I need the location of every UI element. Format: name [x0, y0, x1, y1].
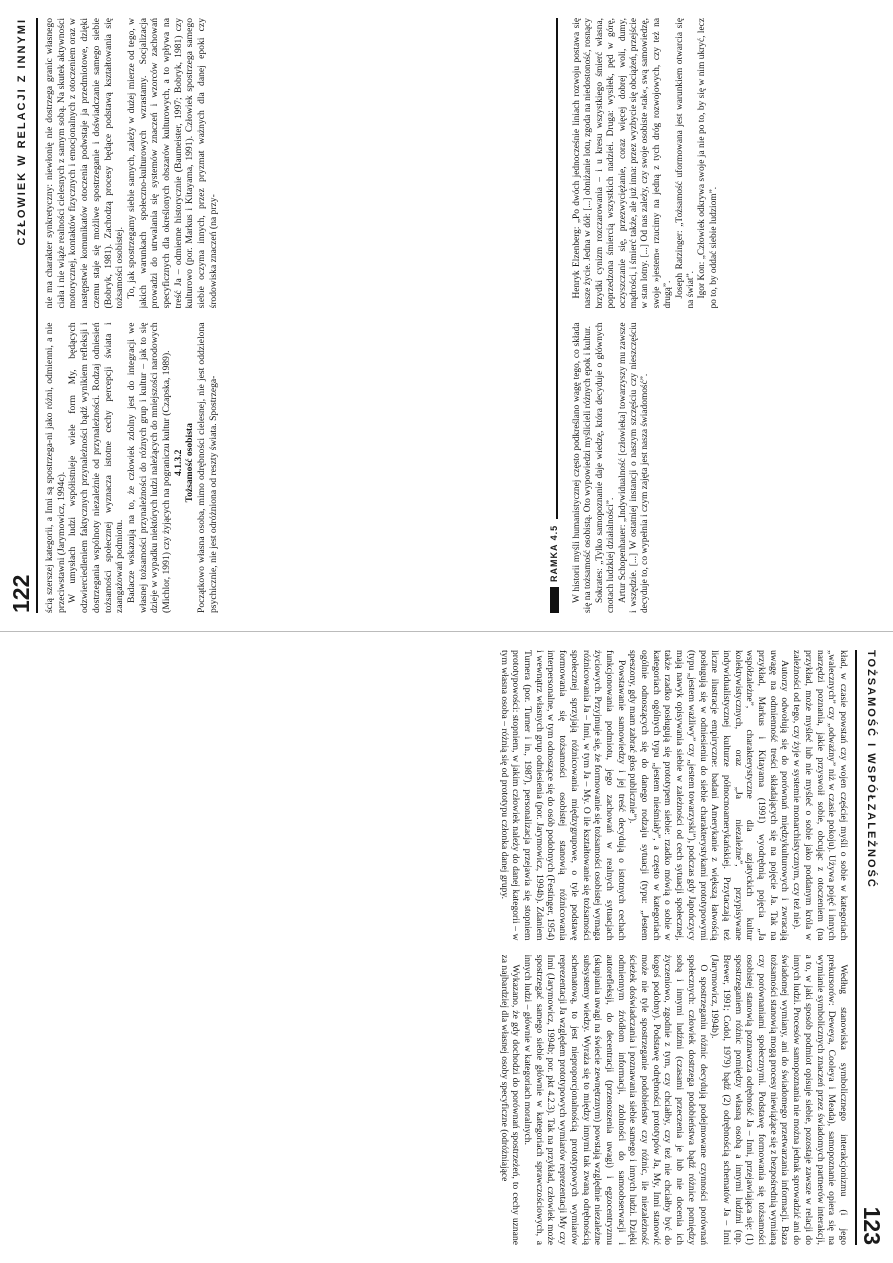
text-columns — [44, 18, 544, 613]
box-paragraph: W historii myśli humanistycznej często podkreślano wagę tego, co składa się na tożsamość osobistą. Oto wypowiedzi myślicieli różnych epok i kultur. — [572, 322, 594, 613]
box-quote: Artur Schopenhauer: „Indywidualność [człowieka] towarzyszy mu zawsze i wszędzie. [...] W ostatniej instancji o naszym szczęściu czy nieszczęściu decyduje to, co wypełnia i czym zajęta jest nasza świadomość”. — [617, 322, 651, 613]
paragraph: Według stanowiska symbolicznego interakcjonizmu (i jego prekursorów: Deweya, Cooleya i Meada), samopoznanie opiera się na wymianie symbolicznych znaczeń przez świadomych partnerów interakcji, a to, w jaki sposób podmiot opisuje siebie, pozostaje zawsze w relacji do innych ludzi. Procesów samopoznania nie można jednak sprowadzić ani do świadomej wymiany, ani do świadomego przetwarzania informacji. Baza tożsamości stanowią mogą procesy niewiążące się z bezpośrednią wymianą czy porównaniami społecznymi. Podstawę formowania się tożsamości osobistej stanowią poznawcza odrębność Ja – Inni, przejawiająca się: (1) spostrzeganiem różnic pomiędzy własną osobą a innymi ludźmi (np. Brewer, 1991; Codol, 1979) bądź (2) odrębnością schematów Ja – Inni (Jarymowicz, 1994b). — [709, 954, 849, 1245]
text-column-right — [9, 955, 849, 1246]
paragraph: Badacze wskazują na to, że człowiek zdolny jest do integracji we własnej tożsamości przynależności do różnych grup i kultur – jak to się dzieje w wypadku niektórych ludzi należących do mniejszości narodowych (Michlor, 1991) czy żyjących na pograniczu kultur (Czapska, 1989). — [125, 322, 173, 613]
paragraph: Początkowo własna osoba, mimo odrębności cielesnej, nie jest oddzielona psychicznie, nie jest odróżniona od reszty świata. Spostrzega- — [196, 322, 219, 613]
page-122 — [0, 0, 893, 631]
box-label-text: RAMKA 4.5 — [549, 524, 559, 582]
paragraph: Powstawanie samowiedzy i jej treść decydują o istotnych cechach funkcjonowania podmiotu, jego zachowań w realnych sytuacjach życiowych. Przyjmuje się, że formowanie się tożsamości osobistej wymaga różnicowania Ja – Inni, w tym Ja – My. O ile kształtowanie się tożsamości społecznej sprzyjają różnicowania międzygrupowe, o tyle podstawę formowania się tożsamości osobistej stanowią różnicowania interpersonalne, w tym odnoszące się do osób podobnych (Festinger, 1954) i wewnątrz własnych grup odniesienia (por. Jarymowicz, 1994b). Zdaniem Turnera (por. Turner i in., 1987), personalizacja przejawia się stopniem prototypowości: stopniem, w jakim człowiek należy do danej kategorii – w tym własna osoba – różnią się od prototypu członka danej grupy. — [498, 650, 627, 941]
text-column-left — [44, 323, 544, 614]
box-quote: Igor Kon: „Człowiek odkrywa swoje ja nie po to, by się w nim ukryć, lecz po to, by oddać siebie ludziom”. — [697, 18, 719, 309]
page-123 — [0, 632, 893, 1263]
section-title: Tożsamość osobista — [184, 423, 196, 503]
box-quote: Sokrates: „Tylko samopoznanie daje wiedzę, która decyduje o głównych cnotach ludzkiej działalności”. — [594, 322, 617, 613]
paragraph: To, jak spostrzegamy siebie samych, zależy w dużej mierze od tego, w jakich warunkach społeczno-kulturowych wzrastamy. Socjalizacja prowadzi do utrwalania się systemów znaczeń i wzorców zachowań specyficznych dla określonych obszarów kulturowych, a to wpływa na treść Ja – odmienne historycznie (Baumeister, 1997; Bobryk, 1981) czy kulturowo (por. Markus i Kitayama, 1991). Człowiek spostrzega samego siebie oczyma innych, przez pryzmat ważnych dla danej epoki czy środowiska znaczeń (na przy- — [125, 18, 219, 309]
text-column-left — [9, 650, 849, 941]
paragraph: W umysłach ludzi współistnieje wiele form My, będących odzwierciedleniem faktycznych przynależności bądź wynikiem refleksji i dostrzegania wspólnoty niezależnie od przynależności. Rodzaj odniesień tożsamości społecznej wyznacza istotne cechy percepcji świata i zaangażowań podmiotu. — [67, 322, 126, 613]
box-columns — [572, 18, 878, 613]
text-columns — [9, 650, 849, 1245]
paragraph: ścią szerszej kategorii, a Inni są spostrzega-ni jako różni, odmienni, a nie przeciwstawni (Jarymowicz, 1994c). — [44, 322, 67, 613]
running-header — [10, 18, 38, 613]
box-quote: Joseph Ratzinger: „Tożsamość uformowana jest warunkiem otwarcia się na świat”. — [674, 18, 697, 309]
box-quote: Henryk Elzenberg: „Po dwóch jednocześnie liniach rozwoju postawa się nasze życie. Jedna w dół: [...] obniżanie lotu, zgoda na niedostoność, rosnący brzydki cynizm rozczarowania – i u kresu wszystkiego śmierć własna, poprzedzona śmiercią wszystkich nadziei. Druga: wysiłek, pęd w górę, oczyszczanie się, przezwyciężanie, coraz więcej dobrej woli, dumy, mądrości, i śmierć także, ale już inna: przez wyzbycie się obciążeń, przejście w stan lotny. [...] Od nas zależy, czy swoje osobiste »tak«, swą samowiedzę, swoje »jestem« rzucimy na jedną z tych dróg rozwojowych, czy też na drugą”. — [572, 18, 674, 309]
box-column-right — [572, 18, 878, 309]
running-title: TOŻSAMOŚĆ I WSPÓŁZALEŻNOŚĆ — [865, 650, 877, 889]
sidebar-box-ramka — [549, 18, 878, 613]
box-column-left — [572, 323, 878, 614]
page-number: 123 — [859, 1206, 885, 1245]
running-title: CZŁOWIEK W RELACJI Z INNYMI — [16, 18, 28, 246]
box-label — [549, 519, 559, 613]
label-bar-icon — [550, 587, 559, 613]
page-number: 122 — [8, 574, 34, 613]
paragraph: O spostrzeganiu różnic decydują podejmowane czynności porównań społecznych: człowiek dostrzega podobieństwa bądź różnice pomiędzy sobą i innymi ludźmi (czasami przeczenia je lub nie docenia ich życzeniowo, zgodnie z tym, czy chciałby, czy też nie chciałby być do kogoś podobny). Podstawę odrębności prototypów Ja, My, Inni stanowić może nie tyle spostrzeganie podobieństw czy różnic, ile niezależność ścieżek doświadczania i poznawania siebie samego i innych ludzi. Dzięki odmiennym źródłom informacji, zdolności do samoobserwacji i autorefleksji, do decentracji (przenoszenia uwagi) i egzocentryzmu (skupiania uwagi na świecie zewnętrznym) powstają względnie niezależne subsystemy wiedzy. Wyraża się to między innymi tak zwaną odrębnością schematową, to jest nieproporcjonalnością prototypowych wymiarów reprezentacji Ja względem prototypowych wymiarów reprezentacji My czy Inni (Jarymowicz, 1994b; por. pkt 4.2.3). Tak na przykład, człowiek może spostrzegać samego siebie głównie w kategoriach sprawczościowych, a innych ludzi – głównie w kategoriach moralnych. — [522, 954, 709, 1245]
paragraph: nie ma charakter synkretyczny: niewłonię nie dostrzega granic własnego ciała i nie wiąże realności cielesnych z samym sobą. Na skutek aktywności motorycznej, kontaktów fizycznych i emocjonalnych z otoczeniem oraz w następstwie komunikatów otoczenia podwstaje ja przedmiotowe, dzięki czemu staje się możliwe spostrzeganie i doświadczanie samego siebie (Bobryk, 1981). Zachodzą procesy będące podstawą kształtowania się tożsamości osobistej. — [44, 18, 126, 309]
paragraph: kład, w czasie powstań czy wojen częściej myśli o sobie w kategoriach „walecznych” czy „odważny” niż w czasie pokoju). Używa pojęć i innych narzędzi poznania, jakie przyswoił sobie, obcując z otoczeniem (na przykład, może myśleć lub nie myśleć o sobie jako poddanym króla w zależności od tego, czy żyje w systemie monarchistycznym, czy też nie). — [791, 650, 849, 941]
section-number: 4.1.3.2 — [172, 449, 184, 476]
text-column-right — [44, 18, 544, 309]
running-header — [855, 650, 883, 1245]
paragraph: Wykazano, że gdy dochodzi do porównań spostrzeżeń, to cechy uznane za najbardziej dla własnej osoby specyficzne (odróżniające — [498, 954, 522, 1245]
paragraph: Autorzy odwołują się do porównań międzykulturowych i zwracają uwagę na odmienność treści składających się na pojęcie Ja. Tak na przykład, Markus i Kitayama (1991) wyodrębnią pojęcia „Ja współzależne”, charakterystyczne dla azjatyckich kultur kolektywistycznych, oraz „Ja niezależne”, przypisywane indywidualistycznej kulturze północnoamerykańskiej. Przytaczają też liczne ilustracje empiryczne: badani Amerykanie z większą łatwością posługują się w odniesieniu do siebie charakterystykami prototypowymi (typu „jestem ważliwy” czy „jestem towarzyski”), podczas gdy Japończycy mają nawyk opisywania siebie w zależności od cech sytuacji społecznej, także rzadko posługują się prototypem siebie: rzadko mówią o sobie w kategoriach ogólnych typu „jestem nieśmiały”, a często w kategoriach ogólnie odnoszących się do danego rodzaju sytuacji (typu: „Jestem speszony, gdy mam zabrać głos publicznie”). — [627, 650, 791, 941]
